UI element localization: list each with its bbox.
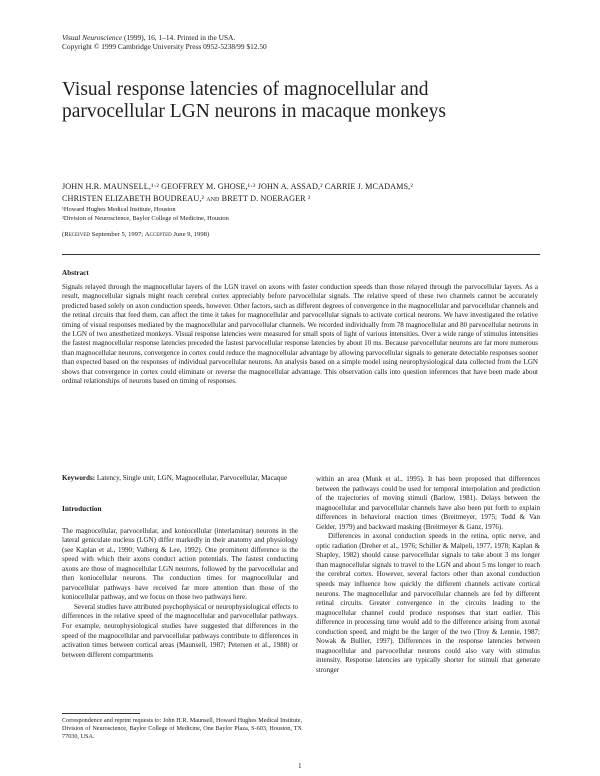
received-dates: (Received September 5, 1997; Accepted June 9, 1998) xyxy=(62,231,210,238)
intro-paragraph-3: within an area (Munk et al., 1995). It has been proposed that differences between the pathways could be used for temporal interpolation and prediction of the trajectories of moving stimuli (Barlow, 1981). Delays between the magnocellular and parvocellular channels have also been put forth to explain differences in behavioral reaction times (Breitmeyer, 1975; Todd & Van Gelder, 1979) and backward masking (Breitmeyer & Ganz, 1976). xyxy=(316,475,540,531)
correspondence-footnote: Correspondence and reprint requests to: John H.R. Maunsell, Howard Hughes Medical Institute, Division of Neuroscience, Baylor College of Medicine, One Baylor Plaza, S-603, Houston, TX 77030, USA. xyxy=(62,717,302,741)
copyright-line: Copyright © 1999 Cambridge University Press 0952-5238/99 $12.50 xyxy=(62,42,267,51)
received-date: September 5, 1997; xyxy=(90,231,145,238)
keywords-list: Latency, Single unit, LGN, Magnocellular, Parvocellular, Macaque xyxy=(95,474,288,482)
intro-paragraph-1: The magnocellular, parvocellular, and koniocellular (interlaminar) neurons in the lateral geniculate nucleus (LGN) differ markedly in their anatomy and physiology (see Kaplan et al., 1990; Valberg & Lee, 1992). One prominent difference is the speed with which their axons conduct action potentials. The fastest conducting axons are those of magnocellular LGN neurons, followed by the parvocellular and then koniocellular neurons. The conduction times for magnocellular and parvocellular pathways have received far more attention than those of the koniocellular pathway, and we focus on those two pathways here. xyxy=(62,526,298,602)
affiliations xyxy=(62,206,229,223)
abstract-heading: Abstract xyxy=(62,269,89,277)
author-list xyxy=(62,181,542,204)
article-title: Visual response latencies of magnocellular and parvocellular LGN neurons in macaque monkeys xyxy=(62,79,446,122)
accepted-date: June 9, 1998 xyxy=(171,231,207,238)
keywords-label: Keywords: xyxy=(62,474,96,482)
author-line-1: JOHN H.R. MAUNSELL,¹·² GEOFFREY M. GHOSE,¹·² JOHN A. ASSAD,² CARRIE J. MCADAMS,² xyxy=(62,182,413,191)
abstract-text: Signals relayed through the magnocellular layers of the LGN travel on axons with faster conduction speeds than those relayed through the parvocellular layers. As a result, magnocellular signals might reach cerebral cortex appreciably before parvocellular signals. The relative speed of these two channels cannot be accurately predicted based solely on axon conduction speeds, however. Other factors, such as different degrees of convergence in the magnocellular and parvocellular channels and the retinal circuits that feed them, can affect the time it takes for magnocellular and parvocellular signals to activate cortical neurons. We have investigated the relative timing of visual responses mediated by the magnocellular and parvocellular channels. We recorded individually from 78 magnocellular and 80 parvocellular neurons in the LGN of two anesthetized monkeys. Visual response latencies were measured for small spots of light of various intensities. Over a wide range of stimulus intensities the fastest magnocellular response latencies preceded the fastest parvocellular response latencies by about 10 ms. Because parvocellular neurons are far more numerous than magnocellular neurons, convergence in cortex could reduce the magnocellular advantage by allowing parvocellular signals to generate detectable responses sooner than expected based on the responses of individual parvocellular neurons. An analysis based on a simple model using neurophysiological data collected from the LGN shows that convergence in cortex could eliminate or reverse the magnocellular advantage. This observation calls into question inferences that have been made about ordinal relationships of neurons based on timing of responses. xyxy=(62,283,538,386)
journal-name: Visual Neuroscience xyxy=(62,33,123,42)
author-boudreau: CHRISTEN ELIZABETH BOUDREAU,² xyxy=(62,193,205,203)
abstract-top-rule xyxy=(62,254,540,255)
footnote-rule xyxy=(62,713,140,714)
author-and: and xyxy=(204,193,222,203)
affiliation-2: ²Division of Neuroscience, Baylor College of Medicine, Houston xyxy=(62,214,229,222)
received-label: Received xyxy=(64,231,90,238)
citation-details: (1999), 16, 1–14. Printed in the USA. xyxy=(122,33,236,42)
author-line-2 xyxy=(62,193,542,205)
intro-paragraph-4: Differences in axonal conduction speeds in the retina, optic nerve, and optic radiation (Dreher et al., 1976; Schiller & Malpeli, 1977, 1978; Kaplan & Shapley, 1982) should cause parvocellular signals to take about 3 ms longer than magnocellular signals to travel to the LGN and about 5 ms longer to reach the cerebral cortex. However, several factors other than axonal conduction speeds may influence how quickly the different channels activate cortical neurons. The magnocellular and parvocellular channels are fed by different retinal circuits. Greater convergence in the circuits leading to the magnocellular channel could produce responses that start earlier. This difference in processing time would add to the difference arising from axonal conduction speed, and might be the larger of the two (Troy & Lennie, 1987; Nowak & Bullier, 1997). Differences in the response latencies between magnocellular and parvocellular neurons could also vary with stimulus intensity. Response latencies are typically shorter for stimuli that generate stronger xyxy=(316,532,540,674)
journal-header xyxy=(62,33,267,51)
left-column xyxy=(62,504,298,660)
journal-citation xyxy=(62,33,267,42)
accepted-label: Accepted xyxy=(144,231,172,238)
intro-heading: Introduction xyxy=(62,504,102,513)
page-number: 1 xyxy=(298,762,302,770)
intro-paragraph-2: Several studies have attributed psychophysical or neurophysiological effects to differences in the relative speed of the magnocellular and parvocellular pathways. For example, neurophysiological studies have suggested that differences in the speed of the magnocellular and parvocellular pathways contribute to differences in activation times between cortical areas (Maunsell, 1987; Petersen et al., 1988) or between different compartments xyxy=(62,602,298,659)
right-column xyxy=(316,475,540,675)
author-noerager: BRETT D. NOERAGER ² xyxy=(221,193,311,203)
affiliation-1: ¹Howard Hughes Medical Institute, Houston xyxy=(62,206,176,213)
